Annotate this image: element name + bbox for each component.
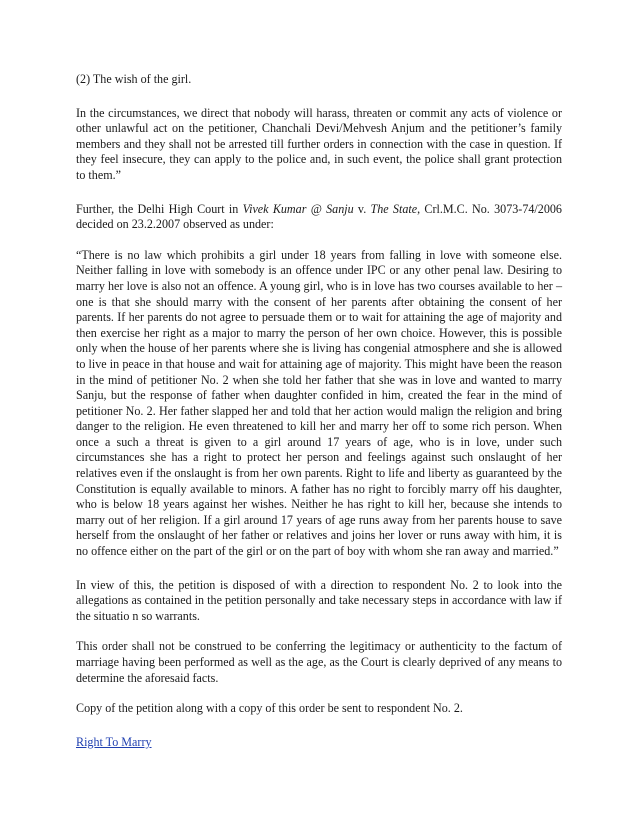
citation-intro-text: Further, the Delhi High Court in	[76, 201, 243, 216]
right-to-marry-link[interactable]: Right To Marry	[76, 734, 152, 749]
wish-of-girl-line: (2) The wish of the girl.	[76, 72, 192, 86]
case-name-petitioner: Vivek Kumar @ Sanju	[242, 201, 354, 216]
case-name-respondent: The State	[370, 201, 418, 216]
delhi-high-court-citation	[76, 202, 562, 233]
document-page	[76, 72, 562, 768]
court-direction-paragraph: In the circumstances, we direct that nobody will harass, threaten or commit any acts of violence or other unlawful act on the petitioner, Chanchali Devi/Mehvesh Anjum and the petitioner’s family members and they shall not be arrested till further orders in connection with the case in question. If they feel insecure, they can apply to the police and, in such event, the police shall grant protection to them.”	[76, 105, 562, 182]
order-disclaimer-paragraph: This order shall not be construed to be conferring the legitimacy or authenticity to the factum of marriage having been performed as well as the age, as the Court is clearly deprived of any means to determine the aforesaid facts.	[76, 639, 562, 685]
quoted-judgment-paragraph: “There is no law which prohibits a girl under 18 years from falling in love with someone else. Neither falling in love with somebody is an offence under IPC or any other penal law. Desiring to marry her love is also not an offence. A young girl, who is in love has two courses available to her – one is that she should marry with the consent of her parents after obtaining the consent of her parents. If her parents do not agree to persuade them or to wait for attaining the age of majority and then exercise her right as a major to marry the person of her own choice. However, this is possible only when the house of her parents where she is living has congenial atmosphere and she is allowed to live in peace in that house and wait for attaining age of majority. This might have been the reason in the mind of petitioner No. 2 when she told her father that she was in love and wanted to marry Sanju, but the response of father when daughter confided in him, created the fear in the mind of petitioner No. 2. Her father slapped her and told that her action would malign the religion and bring danger to the religion. He even threatened to kill her and marry her off to some rich person. When once a such a threat is given to a girl around 17 years of age, who is in love, under such circumstances she has a right to protect her person and feelings against such onslaught of her relatives even if the onslaught is from her own parents. Right to life and liberty as guaranteed by the Constitution is equally available to minors. A father has no right to forcibly marry off his daughter, who is below 18 years against her wishes. Neither he has right to kill her, because she intends to marry out of her religion. If a girl around 17 years of age runs away from her parents house to save herself from the onslaught of her father or relatives and joins her lover or runs away with him, it is no offence either on the part of the girl or on the part of boy with whom she ran away and married.”	[76, 247, 562, 559]
link-paragraph	[76, 735, 562, 751]
citation-versus-text: v.	[353, 201, 371, 216]
disposal-direction-paragraph: In view of this, the petition is disposed of with a direction to respondent No. 2 to look into the allegations as contained in the petition personally and take necessary steps in accordance with law if the situatio n so warrants.	[76, 577, 562, 623]
citation-details-text: , Crl.M.C. No. 3073-74/2006 decided on 23.2.2007 observed as under:	[76, 201, 562, 232]
copy-instruction-line: Copy of the petition along with a copy of this order be sent to respondent No. 2.	[76, 701, 463, 716]
